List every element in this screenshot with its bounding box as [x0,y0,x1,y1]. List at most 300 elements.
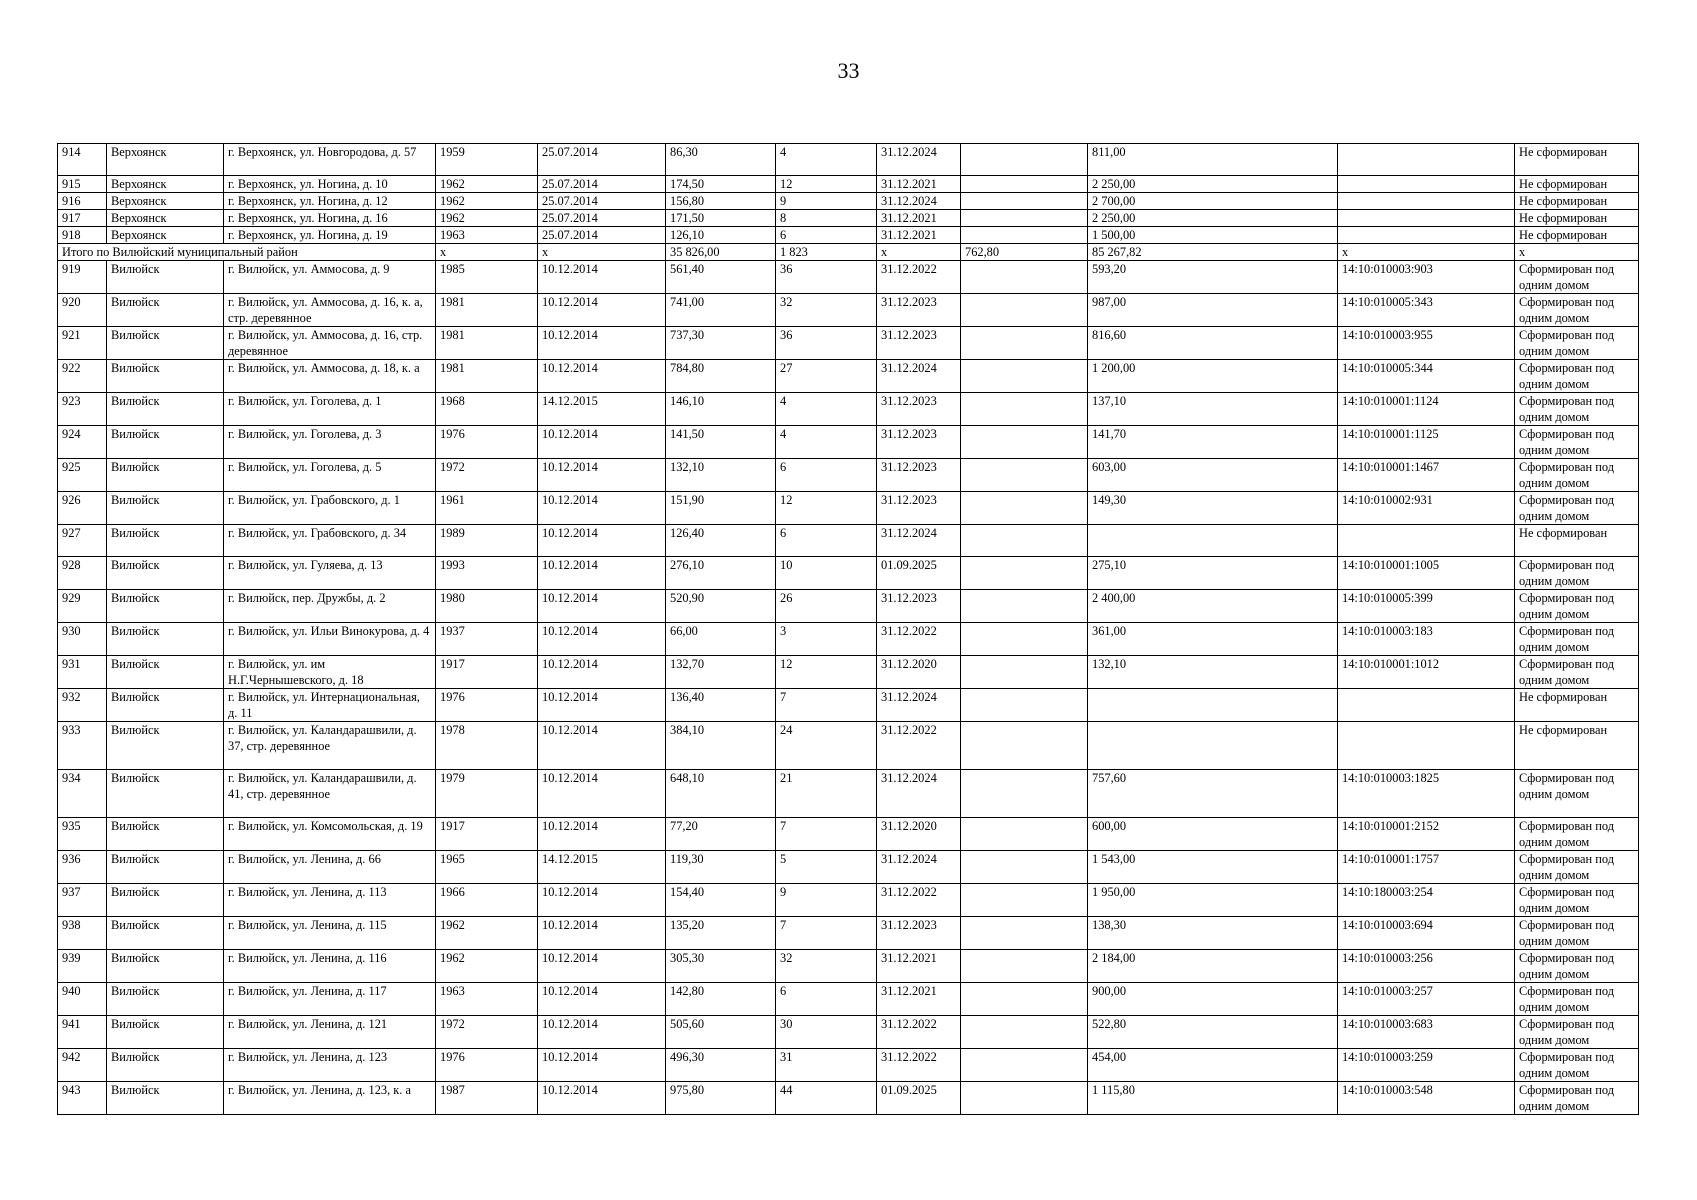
row-area: 135,20 [666,917,776,950]
row-deadline: 31.12.2021 [877,176,961,193]
row-city: Вилюйск [107,459,224,492]
row-number: 924 [58,426,107,459]
row-cost: 454,00 [1088,1049,1338,1082]
row-residents: 7 [776,917,877,950]
row-address: г. Вилюйск, ул. Каландарашвили, д. 41, стр. деревянное [224,770,436,818]
row-date: 10.12.2014 [538,590,666,623]
row-year: 1976 [436,689,538,722]
row-city: Вилюйск [107,1082,224,1115]
row-number: 930 [58,623,107,656]
row-deadline: 31.12.2024 [877,770,961,818]
table-row [58,884,1639,917]
row-city: Вилюйск [107,722,224,770]
row-area: 741,00 [666,294,776,327]
row-deadline: 31.12.2022 [877,884,961,917]
row-address: г. Вилюйск, ул. Ленина, д. 123 [224,1049,436,1082]
row-year: 1962 [436,176,538,193]
row-number: 921 [58,327,107,360]
total-label: Итого по Вилюйский муниципальный район [58,244,436,261]
row-residents: 12 [776,176,877,193]
row-cost: 2 400,00 [1088,590,1338,623]
row-cadastral: 14:10:010001:1757 [1338,851,1515,884]
row-year: 1989 [436,525,538,557]
row-number: 920 [58,294,107,327]
row-address: г. Вилюйск, ул. Каландарашвили, д. 37, стр. деревянное [224,722,436,770]
row-cost: 132,10 [1088,656,1338,689]
row-year: 1979 [436,770,538,818]
row-status: Сформирован под одним домом [1515,884,1639,917]
row-city: Вилюйск [107,884,224,917]
row-extra [961,917,1088,950]
row-cadastral: 14:10:010003:256 [1338,950,1515,983]
row-date: 10.12.2014 [538,722,666,770]
row-extra [961,590,1088,623]
table-row [58,327,1639,360]
row-area: 132,10 [666,459,776,492]
table-row [58,590,1639,623]
row-residents: 9 [776,193,877,210]
table-row [58,227,1639,244]
total-cost: 85 267,82 [1088,244,1338,261]
row-cost: 149,30 [1088,492,1338,525]
row-deadline: 31.12.2023 [877,327,961,360]
table-row [58,557,1639,590]
row-deadline: 31.12.2023 [877,492,961,525]
row-city: Вилюйск [107,770,224,818]
table-row [58,210,1639,227]
row-address: г. Вилюйск, ул. Гуляева, д. 13 [224,557,436,590]
row-deadline: 31.12.2021 [877,227,961,244]
row-date: 10.12.2014 [538,426,666,459]
row-date: 14.12.2015 [538,851,666,884]
row-cadastral: 14:10:010005:344 [1338,360,1515,393]
row-deadline: 31.12.2020 [877,656,961,689]
row-residents: 7 [776,689,877,722]
row-date: 10.12.2014 [538,623,666,656]
row-status: Сформирован под одним домом [1515,492,1639,525]
row-cost: 987,00 [1088,294,1338,327]
row-city: Вилюйск [107,1016,224,1049]
row-number: 917 [58,210,107,227]
row-status: Сформирован под одним домом [1515,590,1639,623]
row-status: Сформирован под одним домом [1515,1082,1639,1115]
row-date: 10.12.2014 [538,770,666,818]
row-residents: 31 [776,1049,877,1082]
row-date: 10.12.2014 [538,884,666,917]
row-area: 305,30 [666,950,776,983]
row-area: 384,10 [666,722,776,770]
table-row [58,492,1639,525]
total-extra: 762,80 [961,244,1088,261]
rows-verkhoyansk [58,144,1639,244]
table-row [58,983,1639,1016]
row-city: Вилюйск [107,360,224,393]
row-deadline: 31.12.2022 [877,261,961,294]
table-row [58,525,1639,557]
row-address: г. Вилюйск, ул. Ленина, д. 121 [224,1016,436,1049]
row-deadline: 31.12.2023 [877,393,961,426]
row-city: Вилюйск [107,393,224,426]
row-date: 25.07.2014 [538,210,666,227]
row-area: 151,90 [666,492,776,525]
row-year: 1978 [436,722,538,770]
row-cost [1088,689,1338,722]
total-people: 1 823 [776,244,877,261]
row-extra [961,950,1088,983]
row-residents: 24 [776,722,877,770]
rows-vilyuysk [58,261,1639,1115]
row-extra [961,210,1088,227]
row-number: 915 [58,176,107,193]
row-cadastral: 14:10:010001:1012 [1338,656,1515,689]
row-cadastral: 14:10:010001:1124 [1338,393,1515,426]
row-date: 10.12.2014 [538,1016,666,1049]
row-city: Вилюйск [107,818,224,851]
row-city: Вилюйск [107,917,224,950]
row-area: 66,00 [666,623,776,656]
row-status: Сформирован под одним домом [1515,656,1639,689]
row-area: 156,80 [666,193,776,210]
row-cost [1088,525,1338,557]
row-address: г. Вилюйск, ул. Аммосова, д. 9 [224,261,436,294]
row-deadline: 31.12.2022 [877,1049,961,1082]
row-cost: 816,60 [1088,327,1338,360]
row-extra [961,327,1088,360]
row-city: Вилюйск [107,689,224,722]
row-area: 126,10 [666,227,776,244]
row-city: Вилюйск [107,492,224,525]
table-row [58,1016,1639,1049]
row-year: 1972 [436,459,538,492]
row-status: Сформирован под одним домом [1515,294,1639,327]
row-cadastral [1338,144,1515,176]
row-extra [961,722,1088,770]
row-residents: 4 [776,144,877,176]
row-address: г. Вилюйск, ул. Комсомольская, д. 19 [224,818,436,851]
row-cadastral: 14:10:010003:257 [1338,983,1515,1016]
row-year: 1981 [436,294,538,327]
row-residents: 6 [776,983,877,1016]
row-residents: 9 [776,884,877,917]
row-number: 931 [58,656,107,689]
page-number: 33 [837,58,860,83]
row-status: Сформирован под одним домом [1515,557,1639,590]
row-deadline: 31.12.2024 [877,525,961,557]
row-cadastral: 14:10:010001:1005 [1338,557,1515,590]
row-cost: 757,60 [1088,770,1338,818]
row-residents: 26 [776,590,877,623]
row-area: 119,30 [666,851,776,884]
row-cadastral: 14:10:010005:343 [1338,294,1515,327]
row-deadline: 31.12.2024 [877,689,961,722]
row-address: г. Вилюйск, ул. Ленина, д. 123, к. а [224,1082,436,1115]
row-residents: 36 [776,261,877,294]
row-year: 1963 [436,983,538,1016]
table-row [58,1082,1639,1115]
total-cadastral: x [1338,244,1515,261]
row-cost: 137,10 [1088,393,1338,426]
row-address: г. Верхоянск, ул. Ногина, д. 10 [224,176,436,193]
row-status: Сформирован под одним домом [1515,426,1639,459]
row-city: Вилюйск [107,590,224,623]
row-address: г. Вилюйск, пер. Дружбы, д. 2 [224,590,436,623]
row-year: 1981 [436,327,538,360]
row-residents: 27 [776,360,877,393]
row-city: Вилюйск [107,623,224,656]
row-year: 1985 [436,261,538,294]
row-extra [961,525,1088,557]
total-deadline: x [877,244,961,261]
table-row [58,689,1639,722]
row-date: 10.12.2014 [538,950,666,983]
row-year: 1959 [436,144,538,176]
row-address: г. Вилюйск, ул. Ленина, д. 113 [224,884,436,917]
total-area: 35 826,00 [666,244,776,261]
total-status: x [1515,244,1639,261]
row-extra [961,261,1088,294]
row-deadline: 31.12.2024 [877,193,961,210]
row-date: 10.12.2014 [538,917,666,950]
row-cost: 600,00 [1088,818,1338,851]
table-row [58,722,1639,770]
row-area: 505,60 [666,1016,776,1049]
row-cost: 811,00 [1088,144,1338,176]
row-cadastral: 14:10:010003:694 [1338,917,1515,950]
table-row [58,770,1639,818]
row-deadline: 31.12.2022 [877,1016,961,1049]
row-address: г. Вилюйск, ул. Ленина, д. 115 [224,917,436,950]
row-cost: 2 250,00 [1088,176,1338,193]
row-address: г. Вилюйск, ул. Ильи Винокурова, д. 4 [224,623,436,656]
row-date: 10.12.2014 [538,492,666,525]
table-row [58,818,1639,851]
row-cost: 1 950,00 [1088,884,1338,917]
row-number: 925 [58,459,107,492]
row-date: 10.12.2014 [538,294,666,327]
row-year: 1976 [436,426,538,459]
row-residents: 32 [776,950,877,983]
row-city: Вилюйск [107,1049,224,1082]
row-area: 142,80 [666,983,776,1016]
row-year: 1972 [436,1016,538,1049]
row-cost: 522,80 [1088,1016,1338,1049]
row-year: 1987 [436,1082,538,1115]
row-number: 932 [58,689,107,722]
row-address: г. Верхоянск, ул. Ногина, д. 19 [224,227,436,244]
row-number: 941 [58,1016,107,1049]
row-status: Не сформирован [1515,144,1639,176]
row-extra [961,393,1088,426]
row-status: Сформирован под одним домом [1515,393,1639,426]
row-year: 1968 [436,393,538,426]
table-row [58,144,1639,176]
row-city: Вилюйск [107,294,224,327]
row-cost: 275,10 [1088,557,1338,590]
row-residents: 6 [776,227,877,244]
table-row [58,176,1639,193]
district-total [58,244,1639,261]
row-deadline: 01.09.2025 [877,1082,961,1115]
row-status: Сформирован под одним домом [1515,459,1639,492]
row-extra [961,360,1088,393]
row-area: 132,70 [666,656,776,689]
row-cadastral [1338,193,1515,210]
row-status: Сформирован под одним домом [1515,770,1639,818]
row-deadline: 31.12.2023 [877,917,961,950]
row-city: Верхоянск [107,144,224,176]
row-city: Вилюйск [107,656,224,689]
row-cost: 141,70 [1088,426,1338,459]
row-year: 1961 [436,492,538,525]
row-number: 939 [58,950,107,983]
row-area: 77,20 [666,818,776,851]
row-deadline: 31.12.2021 [877,210,961,227]
row-date: 25.07.2014 [538,193,666,210]
row-cost: 603,00 [1088,459,1338,492]
row-area: 171,50 [666,210,776,227]
row-extra [961,193,1088,210]
row-status: Сформирован под одним домом [1515,950,1639,983]
row-deadline: 31.12.2024 [877,144,961,176]
row-deadline: 31.12.2021 [877,983,961,1016]
row-extra [961,656,1088,689]
row-number: 928 [58,557,107,590]
table-row [58,360,1639,393]
row-area: 136,40 [666,689,776,722]
row-address: г. Верхоянск, ул. Ногина, д. 12 [224,193,436,210]
row-cost: 2 250,00 [1088,210,1338,227]
row-status: Сформирован под одним домом [1515,261,1639,294]
row-address: г. Вилюйск, ул. Грабовского, д. 1 [224,492,436,525]
row-city: Вилюйск [107,327,224,360]
row-year: 1993 [436,557,538,590]
row-address: г. Верхоянск, ул. Новгородова, д. 57 [224,144,436,176]
row-number: 922 [58,360,107,393]
row-deadline: 31.12.2020 [877,818,961,851]
row-date: 10.12.2014 [538,360,666,393]
row-status: Сформирован под одним домом [1515,851,1639,884]
row-extra [961,426,1088,459]
row-year: 1965 [436,851,538,884]
row-area: 126,40 [666,525,776,557]
row-city: Верхоянск [107,210,224,227]
row-cadastral: 14:10:180003:254 [1338,884,1515,917]
row-deadline: 31.12.2023 [877,459,961,492]
row-date: 10.12.2014 [538,983,666,1016]
row-area: 141,50 [666,426,776,459]
row-area: 784,80 [666,360,776,393]
row-deadline: 31.12.2022 [877,722,961,770]
row-date: 10.12.2014 [538,557,666,590]
row-address: г. Вилюйск, ул. Интернациональная, д. 11 [224,689,436,722]
row-residents: 12 [776,492,877,525]
row-status: Не сформирован [1515,689,1639,722]
row-status: Не сформирован [1515,193,1639,210]
row-date: 10.12.2014 [538,525,666,557]
row-extra [961,227,1088,244]
table-row [58,656,1639,689]
row-residents: 10 [776,557,877,590]
row-status: Не сформирован [1515,210,1639,227]
row-date: 10.12.2014 [538,327,666,360]
table-row [58,294,1639,327]
row-year: 1937 [436,623,538,656]
row-number: 938 [58,917,107,950]
row-cadastral: 14:10:010001:1467 [1338,459,1515,492]
row-area: 154,40 [666,884,776,917]
row-deadline: 31.12.2022 [877,623,961,656]
row-cadastral [1338,210,1515,227]
row-date: 10.12.2014 [538,1082,666,1115]
row-city: Вилюйск [107,525,224,557]
row-address: г. Вилюйск, ул. Гоголева, д. 1 [224,393,436,426]
row-address: г. Вилюйск, ул. Аммосова, д. 16, к. а, стр. деревянное [224,294,436,327]
row-deadline: 31.12.2023 [877,294,961,327]
row-extra [961,1016,1088,1049]
row-area: 276,10 [666,557,776,590]
row-number: 933 [58,722,107,770]
row-area: 174,50 [666,176,776,193]
total-date: x [538,244,666,261]
row-number: 934 [58,770,107,818]
table-row [58,426,1639,459]
row-extra [961,492,1088,525]
row-deadline: 31.12.2023 [877,426,961,459]
row-residents: 8 [776,210,877,227]
row-cadastral: 14:10:010003:259 [1338,1049,1515,1082]
row-number: 937 [58,884,107,917]
row-status: Не сформирован [1515,525,1639,557]
row-cost: 2 184,00 [1088,950,1338,983]
row-number: 940 [58,983,107,1016]
row-residents: 44 [776,1082,877,1115]
row-year: 1963 [436,227,538,244]
row-number: 918 [58,227,107,244]
row-city: Вилюйск [107,426,224,459]
row-extra [961,294,1088,327]
row-extra [961,770,1088,818]
row-number: 914 [58,144,107,176]
row-number: 935 [58,818,107,851]
row-year: 1962 [436,950,538,983]
row-extra [961,851,1088,884]
row-number: 916 [58,193,107,210]
row-cost: 138,30 [1088,917,1338,950]
row-cost [1088,722,1338,770]
housing-registry-table [57,143,1639,1115]
total-year: x [436,244,538,261]
row-date: 25.07.2014 [538,144,666,176]
row-number: 923 [58,393,107,426]
row-cadastral [1338,722,1515,770]
row-residents: 4 [776,426,877,459]
row-cadastral [1338,689,1515,722]
row-cadastral: 14:10:010002:931 [1338,492,1515,525]
row-year: 1976 [436,1049,538,1082]
row-status: Не сформирован [1515,722,1639,770]
row-residents: 3 [776,623,877,656]
row-city: Верхоянск [107,193,224,210]
row-cadastral: 14:10:010003:1825 [1338,770,1515,818]
row-extra [961,557,1088,590]
row-date: 10.12.2014 [538,818,666,851]
row-extra [961,983,1088,1016]
row-extra [961,884,1088,917]
row-date: 10.12.2014 [538,261,666,294]
row-extra [961,623,1088,656]
row-area: 86,30 [666,144,776,176]
row-year: 1962 [436,210,538,227]
